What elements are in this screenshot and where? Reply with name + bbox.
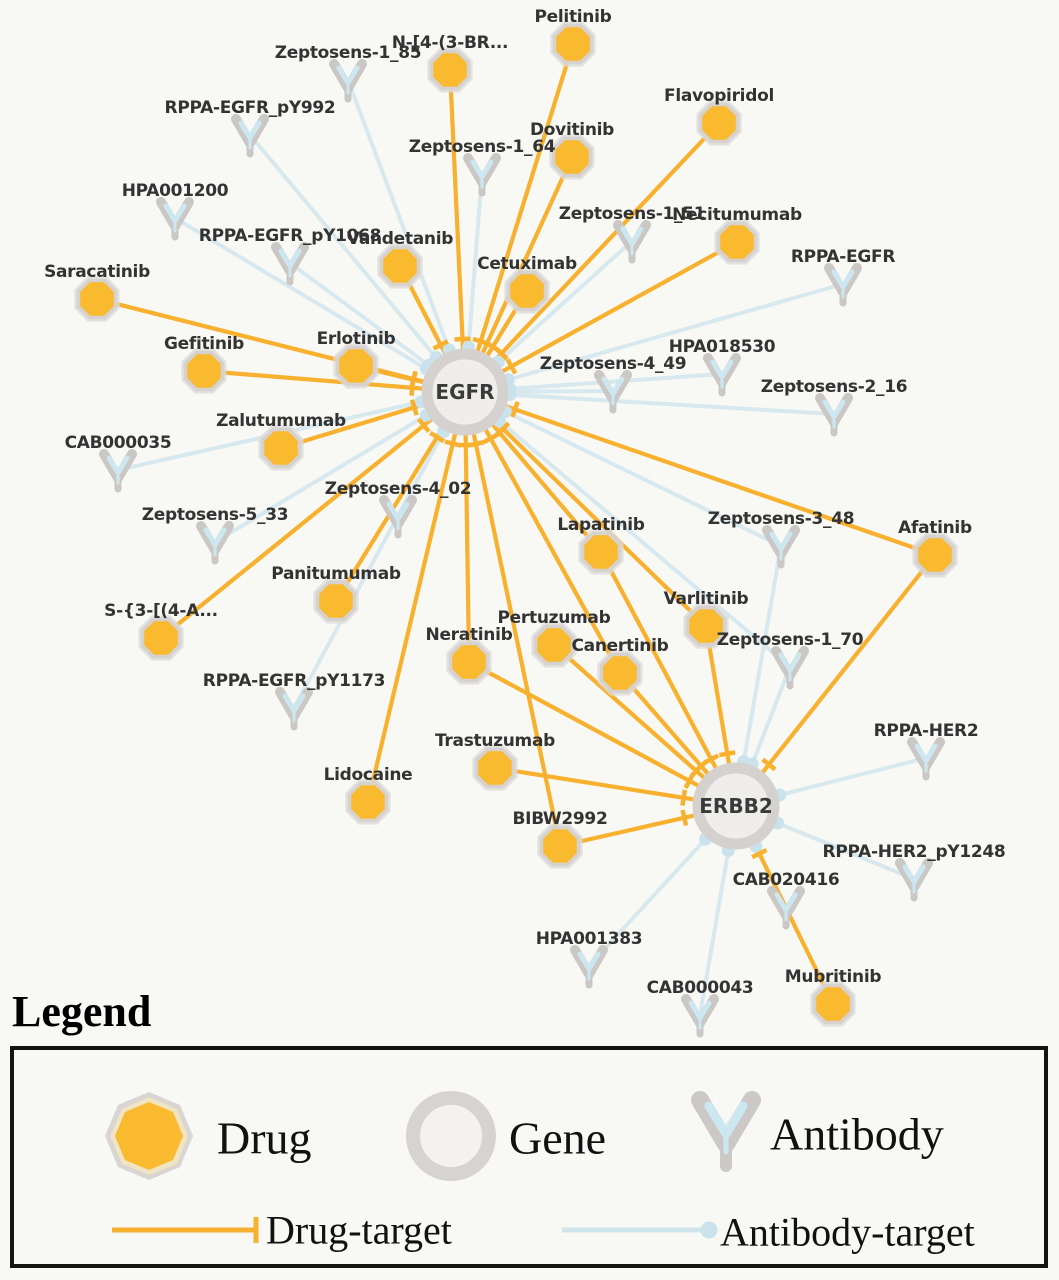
label-z164: Zeptosens-1_64: [408, 137, 556, 157]
drug-target-tee-marker: [412, 372, 416, 388]
node-py1173[interactable]: [280, 692, 308, 727]
node-vandetanib[interactable]: [377, 243, 422, 288]
drug-target-tee-marker: [468, 442, 484, 445]
antibody-chevron-icon: [666, 1072, 786, 1192]
label-rppaegfr: RPPA-EGFR: [790, 247, 896, 267]
node-cetuximab[interactable]: [504, 268, 549, 313]
node-flavopiridol[interactable]: [696, 100, 741, 145]
drug-octagon: [338, 348, 375, 385]
node-nbr[interactable]: [427, 47, 472, 92]
node-EGFR[interactable]: [427, 354, 503, 430]
edge-afatinib-ERBB2: [736, 555, 935, 806]
legend-drug-target-label: Drug-target: [266, 1207, 452, 1253]
label-panitumumab: Panitumumab: [271, 564, 401, 584]
node-saracatinib[interactable]: [74, 276, 119, 321]
label-zalutumumab: Zalutumumab: [216, 411, 346, 431]
label-cab000035: CAB000035: [64, 433, 172, 453]
label-hpa001383: HPA001383: [535, 929, 643, 949]
legend-title: Legend: [12, 987, 152, 1036]
node-bibw2992[interactable]: [537, 823, 582, 868]
label-py1248: RPPA-HER2_pY1248: [822, 842, 1006, 862]
edge-s34a-EGFR: [161, 392, 465, 638]
drug-octagon: [815, 986, 852, 1023]
label-cetuximab: Cetuximab: [477, 254, 577, 274]
label-neratinib: Neratinib: [425, 625, 513, 645]
node-ERBB2[interactable]: [698, 768, 774, 844]
label-saracatinib: Saracatinib: [44, 262, 150, 282]
node-zalutumumab[interactable]: [258, 425, 303, 470]
drug-octagon: [318, 583, 355, 620]
legend-box: [10, 1046, 1048, 1268]
label-trastuzumab: Trastuzumab: [435, 731, 555, 751]
drug-octagon: [432, 52, 469, 89]
label-erlotinib: Erlotinib: [316, 329, 396, 349]
node-hpa001383[interactable]: [575, 950, 603, 985]
label-z151: Zeptosens-1_51: [558, 204, 706, 224]
drug-octagon: [719, 224, 756, 261]
drug-octagon: [79, 281, 116, 318]
drug-octagon: [382, 248, 419, 285]
drug-octagon: [917, 537, 954, 574]
drug-octagon: [701, 105, 738, 142]
label-cab020416: CAB020416: [732, 870, 840, 890]
drug-octagon: [554, 139, 591, 176]
label-py1173: RPPA-EGFR_pY1173: [202, 671, 386, 691]
node-dovitinib[interactable]: [549, 134, 594, 179]
label-hpa001200: HPA001200: [121, 181, 229, 201]
node-trastuzumab[interactable]: [472, 745, 517, 790]
drug-octagon: [555, 26, 592, 63]
label-z449: Zeptosens-4_49: [539, 354, 687, 374]
gene-inner-circle: [710, 780, 762, 832]
legend-drug-label: Drug: [217, 1112, 312, 1164]
label-necitumumab: Necitumumab: [672, 205, 802, 225]
node-z185[interactable]: [334, 64, 362, 99]
antibody-target-edge-icon: [556, 1208, 728, 1252]
label-lidocaine: Lidocaine: [323, 765, 413, 785]
drug-target-tee-marker: [719, 752, 735, 755]
label-bibw2992: BIBW2992: [512, 809, 608, 829]
drug-octagon: [350, 784, 387, 821]
label-afatinib: Afatinib: [898, 518, 972, 538]
node-z533[interactable]: [201, 526, 229, 561]
label-z402: Zeptosens-4_02: [324, 479, 472, 499]
drug-octagon: [542, 828, 579, 865]
node-lidocaine[interactable]: [345, 779, 390, 824]
label-rppaher2: RPPA-HER2: [873, 721, 979, 741]
drug-target-tee-marker: [682, 790, 684, 806]
nodes-layer: [74, 21, 957, 1034]
label-canertinib: Canertinib: [571, 636, 669, 656]
node-py1068[interactable]: [276, 247, 304, 282]
label-py1068: RPPA-EGFR_pY1068: [198, 226, 382, 246]
label-py992: RPPA-EGFR_pY992: [164, 98, 336, 118]
label-cab000043: CAB000043: [646, 978, 754, 998]
drug-target-edges: [97, 44, 935, 1004]
legend-gene-label: Gene: [509, 1112, 607, 1164]
label-z216: Zeptosens-2_16: [760, 377, 908, 397]
node-necitumumab[interactable]: [714, 219, 759, 264]
label-pelitinib: Pelitinib: [534, 7, 612, 27]
label-ERBB2: ERBB2: [699, 794, 773, 818]
node-z170[interactable]: [776, 651, 804, 686]
label-gefitinib: Gefitinib: [163, 334, 245, 354]
drug-octagon-icon: [93, 1080, 205, 1192]
node-gefitinib[interactable]: [181, 348, 226, 393]
legend-antibody-target-label: Antibody-target: [720, 1209, 975, 1255]
drug-octagon: [263, 430, 300, 467]
label-z185: Zeptosens-1_85: [274, 43, 422, 63]
node-z151[interactable]: [618, 225, 646, 260]
node-varlitinib[interactable]: [683, 603, 728, 648]
drug-octagon: [143, 620, 180, 657]
label-s34a: S-{3-[(4-A...: [104, 601, 218, 621]
antibody-target-edges: [118, 80, 926, 1015]
label-hpa018530: HPA018530: [668, 337, 776, 357]
drug-target-tee-marker: [455, 339, 471, 340]
node-z164[interactable]: [468, 158, 496, 193]
node-cab020416[interactable]: [772, 891, 800, 926]
gene-circle-icon: [399, 1084, 503, 1188]
drug-octagon: [536, 627, 573, 664]
label-z533: Zeptosens-5_33: [141, 505, 289, 525]
node-canertinib[interactable]: [597, 650, 642, 695]
drug-target-edge-icon: [106, 1208, 270, 1252]
node-z216[interactable]: [820, 398, 848, 433]
node-py1248[interactable]: [900, 863, 928, 898]
label-dovitinib: Dovitinib: [529, 120, 615, 140]
drug-octagon: [451, 644, 488, 681]
node-panitumumab[interactable]: [313, 578, 358, 623]
gene-inner-circle: [439, 366, 491, 418]
drug-target-tee-marker: [512, 402, 517, 417]
drug-target-tee-marker: [445, 442, 461, 446]
label-flavopiridol: Flavopiridol: [664, 86, 774, 106]
drug-octagon: [509, 273, 546, 310]
label-z170: Zeptosens-1_70: [716, 630, 864, 650]
drug-target-tee-marker: [683, 810, 687, 826]
edge-nbr-EGFR: [450, 70, 465, 392]
label-mubritinib: Mubritinib: [784, 967, 882, 987]
label-vandetanib: Vandetanib: [346, 229, 454, 249]
label-nbr: N-[4-(3-BR...: [391, 33, 509, 53]
label-varlitinib: Varlitinib: [663, 589, 749, 609]
drug-octagon: [602, 655, 639, 692]
drug-octagon: [583, 534, 620, 571]
label-lapatinib: Lapatinib: [557, 515, 645, 535]
drug-octagon: [186, 353, 223, 390]
label-z348: Zeptosens-3_48: [707, 509, 855, 529]
node-mubritinib[interactable]: [810, 981, 855, 1026]
node-afatinib[interactable]: [912, 532, 957, 577]
node-lapatinib[interactable]: [578, 529, 623, 574]
edge-lidocaine-EGFR: [368, 392, 465, 802]
label-EGFR: EGFR: [435, 380, 495, 404]
node-z348[interactable]: [767, 530, 795, 565]
node-cab000035[interactable]: [104, 454, 132, 489]
node-hpa001200[interactable]: [161, 202, 189, 237]
node-pelitinib[interactable]: [550, 21, 595, 66]
node-pertuzumab[interactable]: [531, 622, 576, 667]
node-s34a[interactable]: [138, 615, 183, 660]
drug-octagon: [477, 750, 514, 787]
node-neratinib[interactable]: [446, 639, 491, 684]
legend-antibody-label: Antibody: [770, 1108, 944, 1160]
node-erlotinib[interactable]: [333, 343, 378, 388]
drug-octagon: [688, 608, 725, 645]
label-pertuzumab: Pertuzumab: [497, 608, 611, 628]
